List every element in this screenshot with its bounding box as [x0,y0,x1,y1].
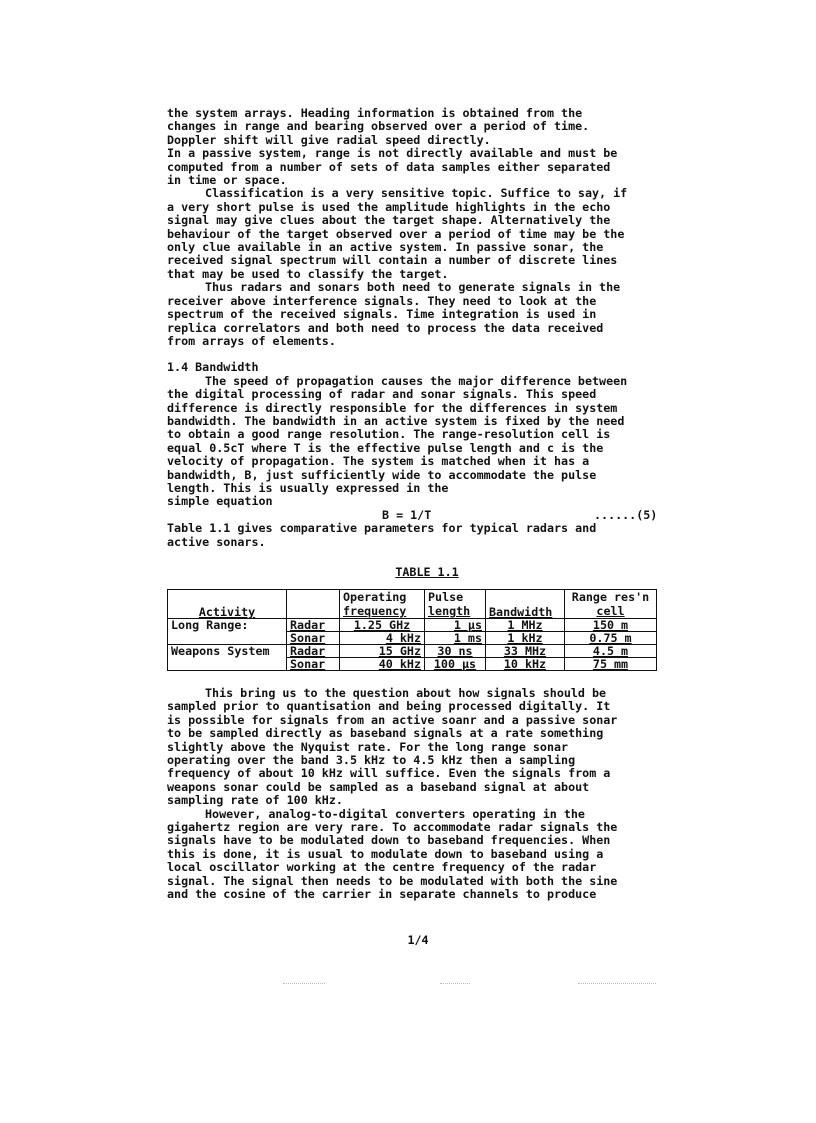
type-cell: Sonar [287,657,340,670]
table-row [168,644,657,657]
activity-long-range: Long Range: [168,618,287,644]
type-cell: Sonar [287,631,340,644]
page-number: 1/4 [407,933,429,947]
bandwidth-cell: 10 kHz [486,657,565,670]
frequency-cell: 1.25 GHz [340,618,425,631]
comparison-table [167,589,657,671]
frequency-cell: 15 GHz [340,644,425,657]
type-cell: Radar [287,618,340,631]
pulse-cell: 1 ms [425,631,486,644]
scan-speck [578,983,656,984]
range-cell: 4.5 m [565,644,657,657]
header-pulse [425,589,486,618]
table-title: TABLE 1.1 [395,564,459,579]
header-operating [340,589,425,618]
activity-weapons-system: Weapons System [168,644,287,670]
scan-artifacts [0,983,816,985]
bandwidth-cell: 1 MHz [486,618,565,631]
scan-speck [283,983,325,984]
range-cell: 150 m [565,618,657,631]
scan-speck [440,983,470,984]
paragraph-bandwidth: The speed of propagation causes the major difference between the digital processing of radar and sonar signals. This speed difference is directly responsible for the differences in system bandwidth. The bandwidth in an active system is fixed by the need to obtain a good range resolution. The range-resolution cell is equal 0.5cT where T is the effective pulse length and c is the velocity of propagation. The system is matched when it has a bandwidth, B, just sufficiently wide to accommodate the pulse length. This is usually expressed in the simple equation [167,373,628,509]
frequency-cell: 4 kHz [340,631,425,644]
header-range [565,589,657,618]
header-operating-line2: frequency [343,603,407,618]
pulse-cell: 100 µs [425,657,486,670]
frequency-cell: 40 kHz [340,657,425,670]
header-pulse-line2: length [428,603,471,618]
range-cell: 0.75 m [565,631,657,644]
paragraph-sampling: This bring us to the question about how signals should be sampled prior to quantisation and being processed digitally. It is possible for signals from an active soanr and a passive sonar to be sampled directly as baseband signals at a rate something slightly above the Nyquist rate. For the long range sonar operating over the band 3.5 kHz to 4.5 kHz then a sampling frequency of about 10 kHz will suffice. Even the signals from a weapons sonar could be sampled as a baseband signal at about sampling rate of 100 kHz. [167,685,618,808]
header-range-line1: Range res'n [571,589,650,604]
header-activity: Activity [168,589,287,618]
header-range-line2: cell [596,603,625,618]
table-row [168,618,657,631]
section-heading: 1.4 Bandwidth [167,360,259,375]
bandwidth-cell: 1 kHz [486,631,565,644]
paragraph-adc: However, analog-to-digital converters operating in the gigahertz region are very rare. To accommodate radar signals the signals have to be modulated down to baseband frequencies. When this is done, it is usual to modulate down to baseband using a local oscillator working at the centre frequency of the radar signal. The signal then needs to be modulated with both the sine and the cosine of the carrier in separate channels to produce [167,806,618,902]
equation-row [167,509,667,522]
header-bandwidth: Bandwidth [486,589,565,618]
paragraph-arrays: the system arrays. Heading information is obtained from the changes in range and bearing observed over a period of time. Doppler shift will give radial speed directly. In a passive system, range is not directly available and must be computed from a number of sets of data samples either separated in time or space. [167,106,618,188]
type-cell: Radar [287,644,340,657]
document-page [167,107,667,901]
range-cell: 75 mm [565,657,657,670]
paragraph-summary: Thus radars and sonars both need to generate signals in the receiver above interference signals. They need to look at the spectrum of the received signals. Time integration is used in replica correlators and both need to process the data received from arrays of elements. [167,280,621,348]
header-pulse-line1: Pulse [428,589,464,604]
table-header-row [168,589,657,618]
equation: B = 1/T [382,507,432,522]
equation-ref: ......(5) [594,507,658,522]
pulse-cell: 30 ns [425,644,486,657]
table-intro: Table 1.1 gives comparative parameters for typical radars and active sonars. [167,521,597,549]
header-operating-line1: Operating [343,589,407,604]
bandwidth-cell: 33 MHz [486,644,565,657]
header-type [287,589,340,618]
pulse-cell: 1 µs [425,618,486,631]
paragraph-classification: Classification is a very sensitive topic. Suffice to say, if a very short pulse is used the amplitude highlights in the echo signal may give clues about the target shape. Alternatively the behaviour of the target observed over a period of time may be the only clue available in an active system. In passive sonar, the received signal spectrum will contain a number of discrete lines that may be used to classify the target. [167,186,628,281]
